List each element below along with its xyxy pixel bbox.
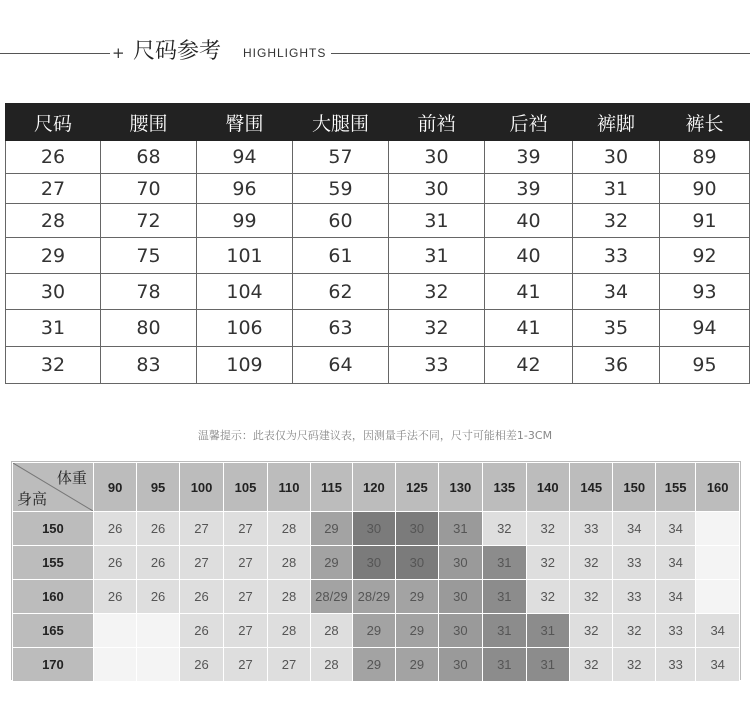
grid-cell: 30: [438, 546, 482, 580]
header-cell: 前裆: [389, 104, 485, 141]
grid-cell: 29: [396, 614, 438, 648]
grid-cell: 33: [613, 546, 655, 580]
size-table-cell: 34: [573, 274, 660, 310]
plus-icon: +: [112, 44, 125, 62]
size-table-row: [6, 274, 750, 310]
grid-cell: 33: [613, 580, 655, 614]
size-table-cell: 29: [6, 238, 101, 274]
weight-header-cell: 90: [93, 463, 136, 512]
grid-cell: 28: [311, 614, 352, 648]
grid-cell: 32: [570, 580, 613, 614]
grid-cell: 31: [483, 648, 526, 682]
grid-cell: 27: [267, 648, 310, 682]
height-header-cell: 160: [13, 580, 94, 614]
height-header-cell: 165: [13, 614, 94, 648]
grid-cell: 33: [655, 614, 695, 648]
grid-cell: 28/29: [311, 580, 352, 614]
header-cell: 大腿围: [293, 104, 389, 141]
grid-cell: 31: [483, 614, 526, 648]
size-table-cell: 35: [573, 310, 660, 347]
grid-row: [13, 512, 740, 546]
header-cell: 裤脚: [573, 104, 660, 141]
grid-cell: 33: [655, 648, 695, 682]
grid-cell: 32: [526, 546, 569, 580]
section-header: [0, 36, 750, 72]
header-rule-left: [0, 53, 110, 54]
size-table-cell: 99: [197, 204, 293, 238]
header-cell: 裤长: [660, 104, 750, 141]
grid-cell: 26: [137, 546, 179, 580]
grid-cell: 28: [267, 614, 310, 648]
grid-cell: 26: [179, 580, 223, 614]
grid-cell: 31: [483, 546, 526, 580]
grid-cell: 34: [655, 512, 695, 546]
grid-cell: 31: [526, 614, 569, 648]
grid-cell: 27: [224, 580, 267, 614]
grid-row: [13, 546, 740, 580]
grid-cell: 26: [179, 648, 223, 682]
grid-cell: 29: [311, 512, 352, 546]
size-table-cell: 31: [6, 310, 101, 347]
size-table-cell: 90: [660, 174, 750, 204]
size-table-header-row: [6, 104, 750, 141]
size-table-cell: 32: [6, 347, 101, 384]
grid-cell: 32: [570, 546, 613, 580]
size-table-cell: 78: [101, 274, 197, 310]
size-table-cell: 30: [6, 274, 101, 310]
size-table-cell: 68: [101, 141, 197, 174]
size-table-cell: 30: [389, 141, 485, 174]
size-table-cell: 40: [485, 238, 573, 274]
grid-cell: 31: [438, 512, 482, 546]
section-subtitle: HIGHLIGHTS: [243, 46, 327, 60]
weight-header-cell: 115: [311, 463, 352, 512]
grid-cell: 31: [483, 580, 526, 614]
grid-cell: 32: [570, 648, 613, 682]
grid-cell: [93, 648, 136, 682]
size-table-cell: 93: [660, 274, 750, 310]
size-table-cell: 31: [573, 174, 660, 204]
size-table-cell: 33: [389, 347, 485, 384]
size-table-cell: 32: [573, 204, 660, 238]
grid-cell: 34: [696, 648, 740, 682]
grid-cell: 27: [224, 614, 267, 648]
size-table-row: [6, 238, 750, 274]
grid-cell: 30: [352, 512, 395, 546]
grid-cell: 28: [267, 580, 310, 614]
size-table-cell: 70: [101, 174, 197, 204]
size-table-cell: 61: [293, 238, 389, 274]
header-cell: 尺码: [6, 104, 101, 141]
size-table-cell: 41: [485, 310, 573, 347]
size-table-cell: 94: [660, 310, 750, 347]
size-table-cell: 80: [101, 310, 197, 347]
size-table-cell: 95: [660, 347, 750, 384]
size-table-cell: 31: [389, 204, 485, 238]
grid-cell: 26: [137, 580, 179, 614]
size-table-cell: 62: [293, 274, 389, 310]
grid-cell: 26: [93, 546, 136, 580]
size-table-cell: 36: [573, 347, 660, 384]
size-table-cell: 30: [573, 141, 660, 174]
grid-cell: 31: [526, 648, 569, 682]
size-table-cell: 109: [197, 347, 293, 384]
grid-corner-cell: [13, 463, 94, 512]
grid-cell: [137, 614, 179, 648]
size-table-cell: 101: [197, 238, 293, 274]
grid-cell: 29: [396, 580, 438, 614]
size-table-row: [6, 310, 750, 347]
size-table-cell: 94: [197, 141, 293, 174]
grid-cell: 27: [179, 546, 223, 580]
grid-cell: 27: [224, 648, 267, 682]
grid-cell: 30: [396, 546, 438, 580]
size-table-cell: 72: [101, 204, 197, 238]
grid-cell: [696, 512, 740, 546]
size-table-cell: 40: [485, 204, 573, 238]
grid-cell: [696, 580, 740, 614]
grid-cell: 28: [311, 648, 352, 682]
size-table-cell: 32: [389, 274, 485, 310]
size-table-cell: 63: [293, 310, 389, 347]
weight-header-cell: 155: [655, 463, 695, 512]
grid-cell: 30: [438, 580, 482, 614]
size-table-cell: 39: [485, 174, 573, 204]
grid-cell: 32: [613, 614, 655, 648]
grid-cell: 34: [696, 614, 740, 648]
grid-cell: 30: [352, 546, 395, 580]
size-table-cell: 41: [485, 274, 573, 310]
grid-cell: 32: [526, 512, 569, 546]
height-header-cell: 155: [13, 546, 94, 580]
grid-cell: 29: [352, 614, 395, 648]
weight-header-cell: 100: [179, 463, 223, 512]
weight-header-cell: 160: [696, 463, 740, 512]
size-table-cell: 32: [389, 310, 485, 347]
size-table-row: [6, 204, 750, 238]
height-weight-grid: [11, 461, 741, 680]
size-table-cell: 83: [101, 347, 197, 384]
size-table-cell: 28: [6, 204, 101, 238]
size-table-cell: 39: [485, 141, 573, 174]
grid-cell: 26: [179, 614, 223, 648]
grid-cell: 29: [396, 648, 438, 682]
weight-header-cell: 110: [267, 463, 310, 512]
size-table: [5, 103, 750, 384]
grid-header-row: [13, 463, 740, 512]
weight-header-cell: 150: [613, 463, 655, 512]
grid-row: [13, 614, 740, 648]
weight-header-cell: 130: [438, 463, 482, 512]
grid-cell: 30: [438, 648, 482, 682]
grid-cell: 32: [613, 648, 655, 682]
size-table-row: [6, 141, 750, 174]
grid-cell: 34: [655, 580, 695, 614]
size-table-cell: 91: [660, 204, 750, 238]
grid-cell: [137, 648, 179, 682]
size-table-cell: 92: [660, 238, 750, 274]
size-table-cell: 31: [389, 238, 485, 274]
size-table-cell: 57: [293, 141, 389, 174]
size-table-row: [6, 174, 750, 204]
weight-header-cell: 145: [570, 463, 613, 512]
size-table-cell: 60: [293, 204, 389, 238]
grid-cell: 33: [570, 512, 613, 546]
grid-cell: 32: [570, 614, 613, 648]
grid-cell: 26: [93, 580, 136, 614]
grid-cell: 30: [396, 512, 438, 546]
size-table-cell: 26: [6, 141, 101, 174]
height-axis-label: 身高: [17, 490, 48, 508]
size-table-row: [6, 347, 750, 384]
grid-cell: 28/29: [352, 580, 395, 614]
header-cell: 腰围: [101, 104, 197, 141]
grid-cell: 27: [224, 546, 267, 580]
grid-cell: 27: [224, 512, 267, 546]
size-note: 温馨提示：此表仅为尺码建议表，因测量手法不同，尺寸可能相差1-3CM: [197, 429, 553, 442]
header-cell: 臀围: [197, 104, 293, 141]
grid-cell: 34: [655, 546, 695, 580]
size-table-cell: 75: [101, 238, 197, 274]
weight-header-cell: 140: [526, 463, 569, 512]
size-table-cell: 30: [389, 174, 485, 204]
header-cell: 后裆: [485, 104, 573, 141]
weight-header-cell: 120: [352, 463, 395, 512]
height-header-cell: 170: [13, 648, 94, 682]
grid-cell: 27: [179, 512, 223, 546]
header-rule-right: [331, 53, 750, 54]
size-table-cell: 104: [197, 274, 293, 310]
weight-header-cell: 95: [137, 463, 179, 512]
weight-header-cell: 135: [483, 463, 526, 512]
size-table-cell: 96: [197, 174, 293, 204]
grid-row: [13, 580, 740, 614]
size-table-cell: 64: [293, 347, 389, 384]
weight-header-cell: 125: [396, 463, 438, 512]
size-table-cell: 33: [573, 238, 660, 274]
weight-axis-label: 体重: [56, 469, 87, 487]
grid-cell: 32: [526, 580, 569, 614]
grid-cell: 28: [267, 512, 310, 546]
grid-cell: 29: [352, 648, 395, 682]
grid-cell: 29: [311, 546, 352, 580]
grid-cell: 30: [438, 614, 482, 648]
grid-cell: [93, 614, 136, 648]
height-header-cell: 150: [13, 512, 94, 546]
grid-cell: 28: [267, 546, 310, 580]
grid-cell: 32: [483, 512, 526, 546]
grid-row: [13, 648, 740, 682]
grid-cell: [696, 546, 740, 580]
size-table-cell: 106: [197, 310, 293, 347]
size-table-cell: 89: [660, 141, 750, 174]
weight-header-cell: 105: [224, 463, 267, 512]
grid-cell: 26: [137, 512, 179, 546]
section-title: 尺码参考: [133, 39, 222, 64]
grid-cell: 34: [613, 512, 655, 546]
size-table-cell: 42: [485, 347, 573, 384]
grid-cell: 26: [93, 512, 136, 546]
size-table-cell: 59: [293, 174, 389, 204]
size-table-cell: 27: [6, 174, 101, 204]
